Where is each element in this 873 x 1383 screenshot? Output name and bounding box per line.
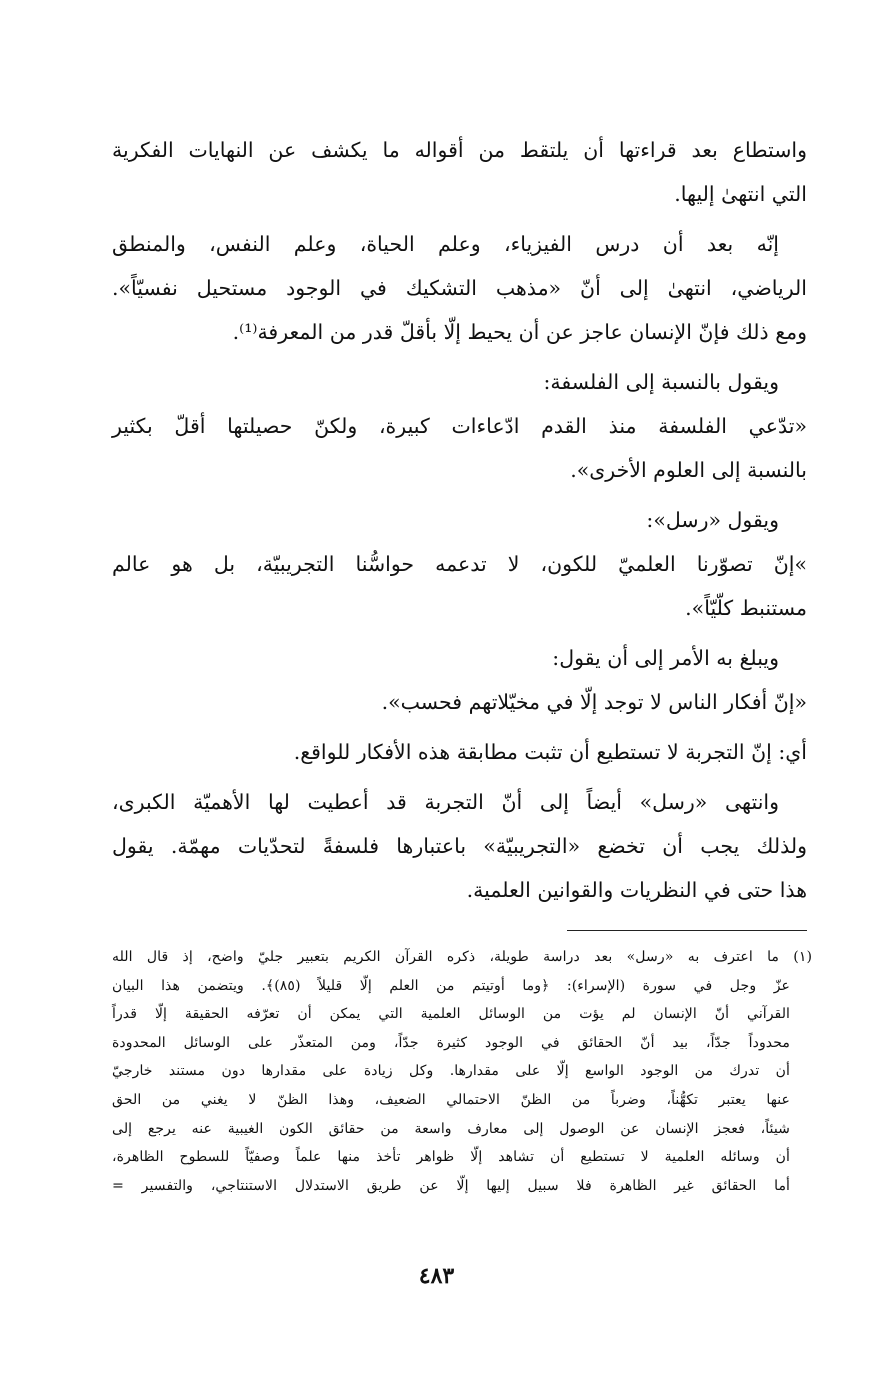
paragraph-3 [112, 360, 807, 492]
footnote-line: محدوداً جدّاً، بيد أنّ الحقائق في الوجود كثيرة جدّاً، ومن المتعذّر على الوسائل المحدودة [112, 1034, 791, 1051]
paragraph-2 [112, 222, 807, 354]
text-line: وانتهى «رسل» أيضاً إلى أنّ التجربة قد أعطيت لها الأهميّة الكبرى، [112, 790, 779, 814]
footnote [112, 943, 812, 1200]
footnote-line: شيئاً، فعجز الإنسان عن الوصول إلى معارف واسعة من حقائق الكون الغيبية عنه يرجع إلى [112, 1120, 790, 1137]
paragraph-1 [112, 128, 807, 216]
footnote-line: القرآني أنّ الإنسان لم يؤت من الوسائل العلمية التي يمكن أن تعرّفه الحقيقة إلّا قدراً [112, 1006, 790, 1023]
text-line: ويقول «رسل»: [646, 508, 779, 532]
quote-line: بالنسبة إلى العلوم الأخرى». [570, 458, 807, 482]
text-line: هذا حتى في النظريات والقوانين العلمية. [466, 878, 807, 902]
footnote-line: أن وسائله العلمية لا تستطيع أن تشاهد إلّا ظواهر تأخذ منها علماً وصفيّاً للسطوح الظاهرة، [112, 1149, 790, 1166]
footnote-line: عزّ وجل في سورة (الإسراء): ﴿وما أوتيتم من العلم إلّا قليلاً (٨٥)﴾. ويتضمن هذا البيان [112, 977, 790, 994]
paragraph-7 [112, 780, 807, 912]
quote-line: »إنّ تصوّرنا العلميّ للكون، لا تدعمه حواسُّنا التجريبيّة، بل هو عالم [112, 552, 807, 576]
text-line: ولذلك يجب أن تخضع «التجريبيّة» باعتبارها فلسفةً لتحدّيات مهمّة. يقول [112, 834, 807, 858]
text-line: الرياضي، انتهىٰ إلى أنّ «مذهب التشكيك في الوجود مستحيل نفسيّاً». [112, 276, 807, 300]
text-line: ومع ذلك فإنّ الإنسان عاجز عن أن يحيط إلّا بأقلّ قدر من المعرفة⁽¹⁾. [232, 320, 807, 344]
footnote-line: عنها يعتبر تكهُّناً، وضرباً من الظنّ الاحتمالي الضعيف، وهذا الظنّ لا يغني من الحق [112, 1091, 790, 1108]
quote-line: «إنّ أفكار الناس لا توجد إلّا في مخيّلاتهم فحسب». [381, 690, 807, 714]
text-line: إنّه بعد أن درس الفيزياء، وعلم الحياة، وعلم النفس، والمنطق [112, 232, 779, 256]
footnote-line: (١) ما اعترف به «رسل» بعد دراسة طويلة، ذكره القرآن الكريم بتعبير جليّ واضح، إذ قال الله [112, 949, 812, 965]
text-line: واستطاع بعد قراءتها أن يلتقط من أقواله ما يكشف عن النهايات الفكرية [112, 138, 807, 162]
main-text [112, 128, 807, 918]
text-line: ويبلغ به الأمر إلى أن يقول: [552, 646, 779, 670]
text-line: أي: إنّ التجربة لا تستطيع أن تثبت مطابقة هذه الأفكار للواقع. [293, 740, 807, 764]
footnote-line: أن تدرك من الوجود الواسع إلّا على مقدارها. وكل زيادة على مقدارها دون مستند خارجيّ [112, 1063, 790, 1080]
paragraph-6 [112, 730, 807, 774]
footnote-divider [567, 930, 807, 931]
text-line: التي انتهىٰ إليها. [674, 182, 807, 206]
paragraph-4 [112, 498, 807, 630]
footnote-line: أما الحقائق غير الظاهرة فلا سبيل إليها إلّا عن طريق الاستدلال الاستنتاجي، والتفسير = [112, 1177, 790, 1194]
text-line: ويقول بالنسبة إلى الفلسفة: [543, 370, 779, 394]
page-number: ٤٨٣ [418, 1263, 455, 1289]
paragraph-5 [112, 636, 807, 724]
quote-line: «تدّعي الفلسفة منذ القدم ادّعاءات كبيرة، ولكنّ حصيلتها أقلّ بكثير [112, 414, 807, 438]
quote-line: مستنبط كلّيّاً». [685, 596, 807, 620]
